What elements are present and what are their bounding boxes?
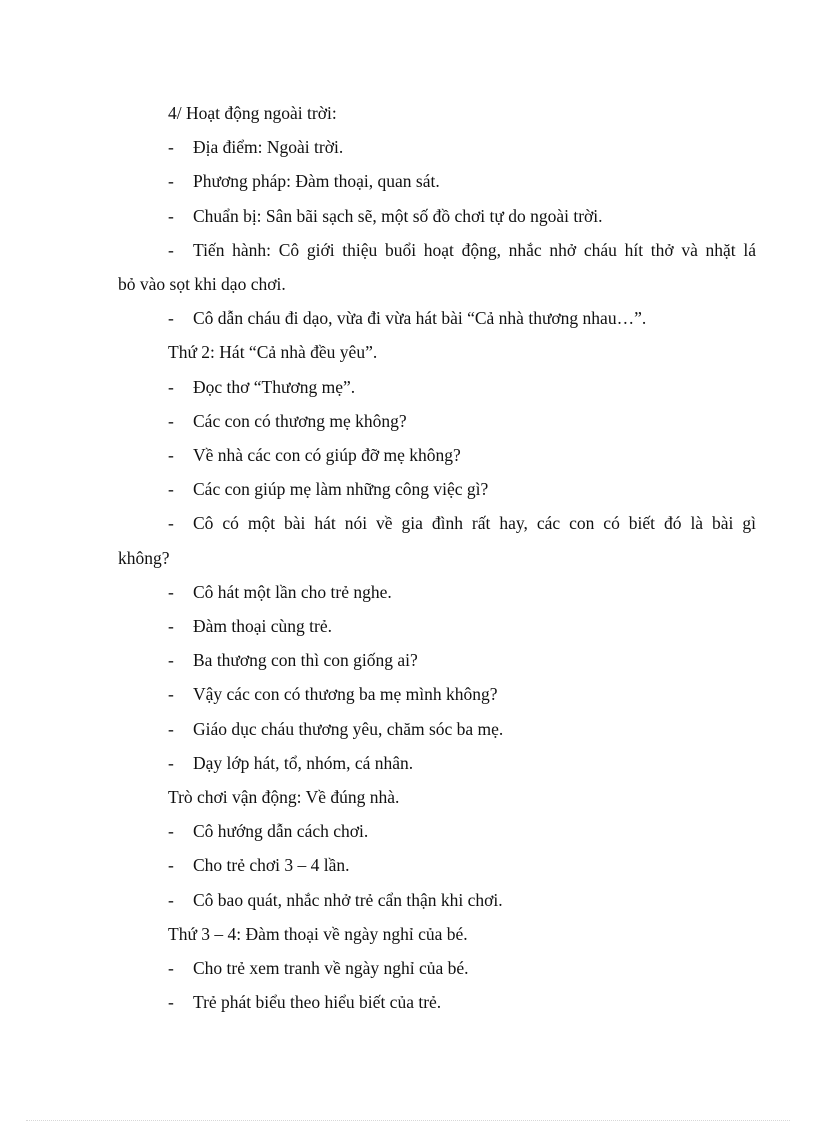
bullet-dash: - [168, 992, 174, 1013]
list-item: - Các con giúp mẹ làm những công việc gì? [118, 472, 756, 506]
bullet-dash: - [168, 513, 174, 534]
list-item: - Về nhà các con có giúp đỡ mẹ không? [118, 438, 756, 472]
list-item: - Đàm thoại cùng trẻ. [118, 609, 756, 643]
list-item-song-question: - Cô có một bài hát nói về gia đình rất hay, các con có biết đó là bài gì không? [118, 506, 756, 574]
thu2-heading: Thứ 2: Hát “Cả nhà đều yêu”. [168, 342, 378, 363]
bullet-dash: - [168, 684, 174, 705]
bullet-dash: - [168, 410, 174, 431]
list-item: - Cô hát một lần cho trẻ nghe. [118, 575, 756, 609]
list-item-procedure: - Tiến hành: Cô giới thiệu buổi hoạt động, nhắc nhở cháu hít thở và nhặt lá bỏ vào sọt khi dạo chơi. [118, 233, 756, 301]
list-item: - Cho trẻ xem tranh về ngày nghỉ của bé. [118, 951, 756, 985]
document-body [118, 96, 756, 1019]
bullet-dash: - [168, 821, 174, 842]
list-item: - Đọc thơ “Thương mẹ”. [118, 370, 756, 404]
bullet-dash: - [168, 718, 174, 739]
list-item: - Trẻ phát biểu theo hiểu biết của trẻ. [118, 985, 756, 1019]
bullet-dash: - [168, 376, 174, 397]
bullet-dash: - [168, 889, 174, 910]
bullet-dash: - [168, 752, 174, 773]
list-item: - Phương pháp: Đàm thoại, quan sát. [118, 164, 756, 198]
list-item: - Cô bao quát, nhắc nhở trẻ cẩn thận khi chơi. [118, 883, 756, 917]
list-item: - Các con có thương mẹ không? [118, 404, 756, 438]
bullet-dash: - [168, 171, 174, 192]
bullet-dash: - [168, 239, 174, 260]
bullet-dash: - [168, 137, 174, 158]
bullet-dash: - [168, 855, 174, 876]
list-item: - Cô dẫn cháu đi dạo, vừa đi vừa hát bài “Cả nhà thương nhau…”. [118, 301, 756, 335]
bullet-dash: - [168, 479, 174, 500]
list-item: - Chuẩn bị: Sân bãi sạch sẽ, một số đồ chơi tự do ngoài trời. [118, 199, 756, 233]
bullet-dash: - [168, 958, 174, 979]
list-item: - Ba thương con thì con giống ai? [118, 643, 756, 677]
bullet-dash: - [168, 581, 174, 602]
bullet-dash: - [168, 616, 174, 637]
list-item: - Cho trẻ chơi 3 – 4 lần. [118, 848, 756, 882]
thu34-heading: Thứ 3 – 4: Đàm thoại về ngày nghỉ của bé. [168, 923, 468, 944]
list-item: - Giáo dục cháu thương yêu, chăm sóc ba mẹ. [118, 712, 756, 746]
bullet-dash: - [168, 308, 174, 329]
list-item: - Địa điểm: Ngoài trời. [118, 130, 756, 164]
page-divider [26, 1120, 790, 1121]
bullet-dash: - [168, 205, 174, 226]
game-heading: Trò chơi vận động: Về đúng nhà. [168, 787, 400, 808]
bullet-dash: - [168, 650, 174, 671]
list-item: - Vậy các con có thương ba mẹ mình không? [118, 677, 756, 711]
list-item: - Dạy lớp hát, tổ, nhóm, cá nhân. [118, 746, 756, 780]
bullet-dash: - [168, 445, 174, 466]
section-heading: 4/ Hoạt động ngoài trời: [168, 103, 337, 123]
list-item: - Cô hướng dẫn cách chơi. [118, 814, 756, 848]
